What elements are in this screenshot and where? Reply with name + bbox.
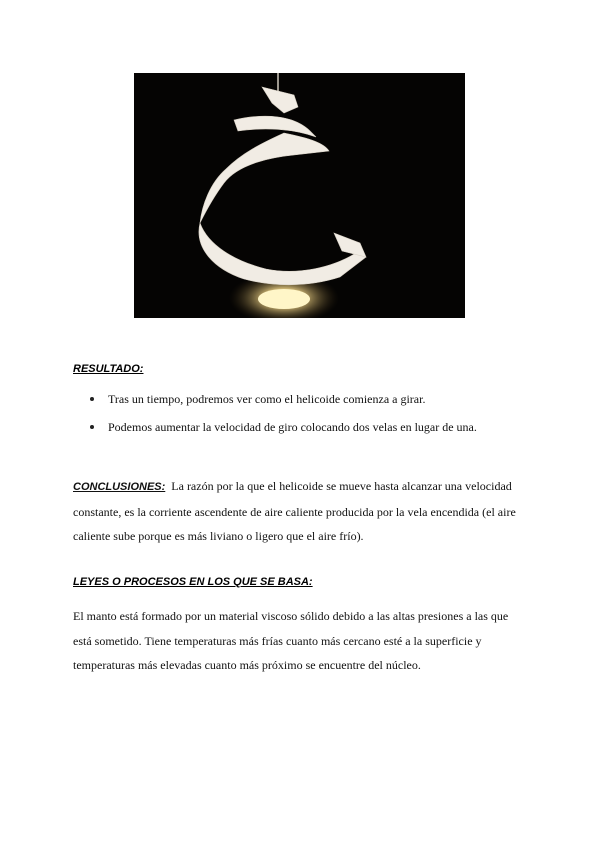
candle-flame — [258, 289, 310, 309]
list-item: Tras un tiempo, podremos ver como el helicoide comienza a girar. — [88, 392, 477, 420]
conclusiones-text: La razón por la que el helicoide se mueve hasta alcanzar una velocidad constante, es la corriente ascendente de aire caliente producida por la vela encendida (el aire caliente sube porque es más liviano o ligero que el aire frío). — [73, 479, 516, 543]
leyes-paragraph: El manto está formado por un material viscoso sólido debido a las altas presiones a las que está sometido. Tiene temperaturas más frías cuanto más cercano esté a la superficie y temperaturas más elevadas cuanto más próximo se encuentre del núcleo. — [73, 609, 509, 672]
list-item: Podemos aumentar la velocidad de giro colocando dos velas en lugar de una. — [88, 420, 477, 448]
spiral-illustration — [134, 73, 465, 318]
resultado-heading: RESULTADO: — [73, 363, 144, 375]
conclusiones-heading: CONCLUSIONES: — [73, 481, 166, 493]
spiral-ribbon — [199, 87, 366, 285]
spiral-candle-photo — [134, 73, 465, 318]
leyes-heading: LEYES O PROCESOS EN LOS QUE SE BASA: — [73, 576, 313, 588]
conclusiones-paragraph — [73, 474, 528, 549]
resultado-list — [88, 392, 477, 448]
